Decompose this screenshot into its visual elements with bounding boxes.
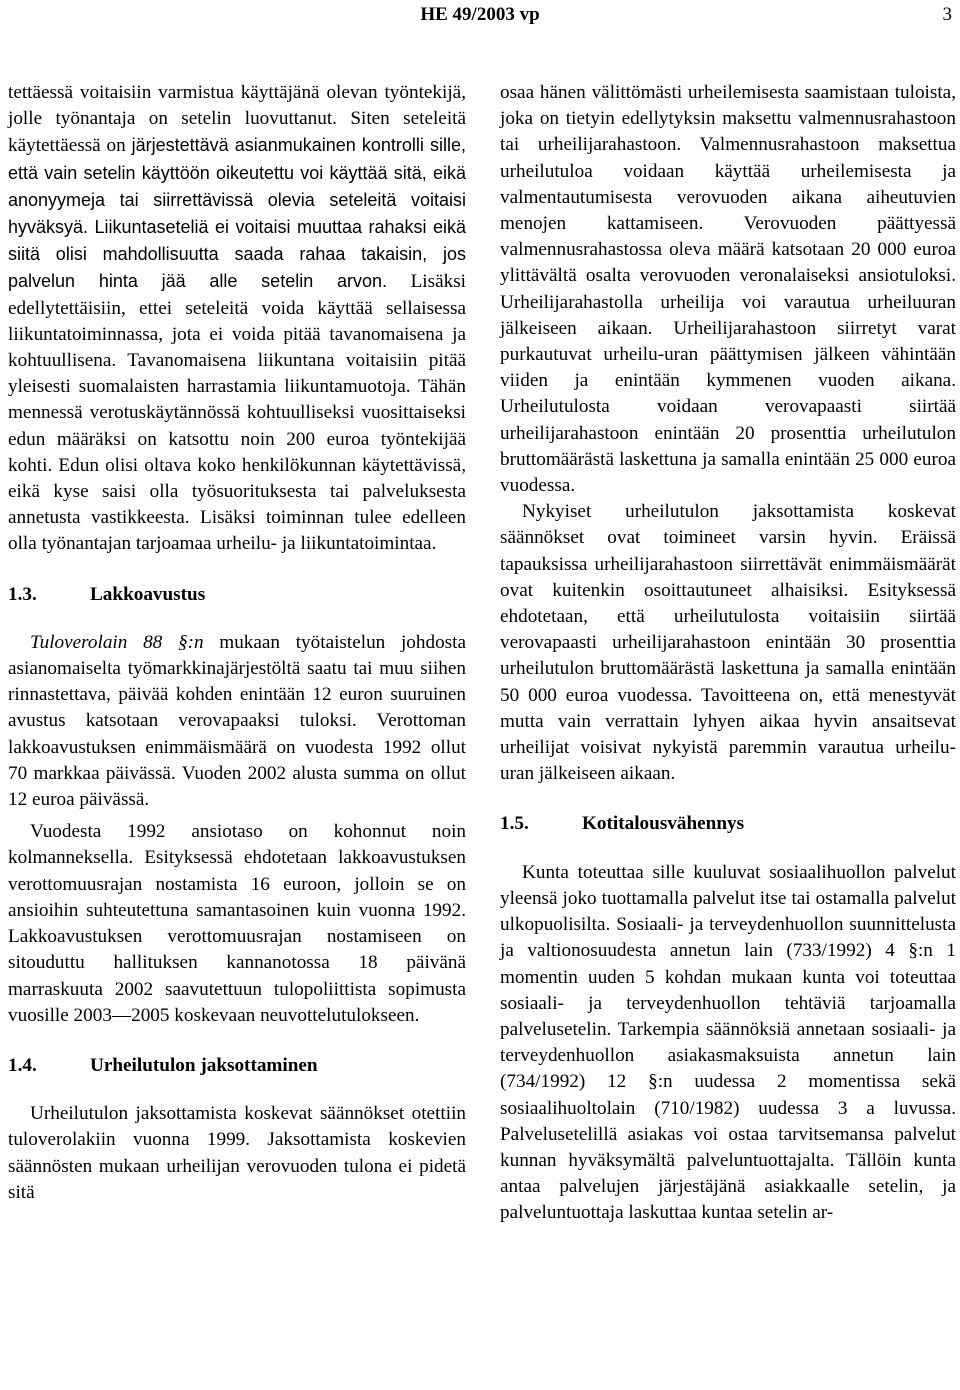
paragraph-sans-text: järjestettävä asianmukainen kontrolli sille, että vain setelin käyttöön oikeutettu voi käyttää sitä, eikä anonyymeja tai siirrettävissä olevia seteleitä voitaisi hyväksyä. Liikuntaseteliä ei voitaisi muuttaa rahaksi eikä siitä olisi mahdollisuutta saada rahaa takaisin, jos palvelun hinta jää alle setelin arvon.: [8, 135, 466, 292]
document-id: HE 49/2003 vp: [420, 4, 540, 25]
section-number: 1.4.: [8, 1054, 37, 1076]
section-heading-1-4: [8, 1053, 466, 1079]
paragraph-continued-text: Lisäksi edellytettäisiin, ettei seteleitä voida käyttää sellaisessa liikuntatoiminnassa, jota ei voida pitää tavanomaisena ja kohtuullisena. Tavanomaisena liikuntana voitaisiin pitää yleisesti suomalaisten harrastamia liikuntamuotoja. Tähän mennessä verotuskäytännössä kohtuulliseksi vuosittaiseksi edun määräksi on katsottu noin 200 euroa työntekijää kohti. Edun olisi oltava koko henkilökunnan käytettävissä, eikä kyse saisi olla työsuorituksesta tai palveluksesta annetusta vastikkeesta. Lisäksi toiminnan tulee edelleen olla työnantajan tarjoamaa urheilu- ja liikuntatoimintaa.: [8, 271, 467, 555]
paragraph: [8, 80, 466, 558]
section-heading-1-5: [500, 811, 956, 837]
left-column: [8, 80, 466, 1206]
paragraph: Nykyiset urheilutulon jaksottamista koskevat säännökset ovat toimineet varsin hyvin. Eräissä tapauksissa urheilijarahastoon siirrettävät enimmäismäärät ovat kuitenkin osoittautuneet alhaisiksi. Esityksessä ehdotetaan, että urheilutulosta voitaisiin siirtää verovapaasti urheilijarahastoon enintään 30 prosenttia urheilutulon bruttomäärästä laskettuna ja samalla enintään 50 000 euroa vuodessa. Tavoitteena on, että menestyvät mutta vain verrattain lyhyen aikaa hyvin ansaitsevat urheilijat voisivat nykyistä paremmin varautua urheilu-uran jälkeiseen aikaan.: [500, 501, 956, 785]
page-header: [0, 4, 960, 28]
law-reference: Tuloverolain 88 §:n: [30, 631, 204, 653]
section-title: Urheilutulon jaksottaminen: [90, 1054, 318, 1076]
paragraph-serif-text: tettäessä voitaisiin varmistua käyttäjänä olevan työntekijä, jolle työnantaja on setelin luovuttanut. Siten seteleitä käytettäessä on: [8, 82, 466, 157]
page-number: 3: [942, 4, 952, 25]
paragraph: Vuodesta 1992 ansiotaso on kohonnut noin kolmanneksella. Esityksessä ehdotetaan lakkoavustuksen verottomuusrajan nostamista 16 euroon, jolloin se on ansioihin suhteutettuna samantasoinen kuin vuonna 1992. Lakkoavustuksen verottomuusrajan nostamiseen on sitouduttu hallituksen kannanotossa 18 päivänä marraskuuta 2002 saavutettuun tulopoliittista sopimusta vuosille 2003—2005 koskevaan neuvottelutulokseen.: [8, 821, 466, 1026]
paragraph: Kunta toteuttaa sille kuuluvat sosiaalihuollon palvelut yleensä joko tuottamalla palvelut itse tai ostamalla palvelut ulkopuolisilta. Sosiaali- ja terveydenhuollon suunnittelusta ja valtionosuudesta annetun lain (733/1992) 4 §:n 1 momentin uuden 5 kohdan mukaan kunta voi toteuttaa sosiaali- ja terveydenhuollon tehtäviä tarjoamalla palvelusetelin. Tarkempia säännöksiä annetaan sosiaali- ja terveydenhuollon asiakasmaksuista annetun lain (734/1992) 12 §:n uudessa 2 momentissa sekä sosiaalihuoltolain (710/1982) uudessa 3 a luvussa. Palvelusetelillä asiakas voi ostaa tarvitsemansa palvelut kunnan hyväksymältä palveluntuottajalta. Tällöin kunta antaa palvelujen järjestäjänä asiakkaalle setelin, ja palveluntuottaja laskuttaa kuntaa setelin ar-: [500, 861, 956, 1224]
paragraph: Urheilutulon jaksottamista koskevat säännökset otettiin tuloverolakiin vuonna 1999. Jaksottamista koskevien säännösten mukaan urheilijan verovuoden tulona ei pidetä sitä: [8, 1103, 466, 1203]
right-column: [500, 80, 956, 1227]
section-title: Kotitalousvähennys: [582, 813, 745, 835]
section-title: Lakkoavustus: [90, 583, 206, 605]
paragraph: osaa hänen välittömästi urheilemisesta saamistaan tuloista, joka on tietyin edellytyksin maksettu valmennusrahastoon tai urheilijarahastoon. Valmennusrahastoon maksettua urheilutuloa voidaan käyttää urheilemisesta ja valmentautumisesta verovuoden aikana aiheutuvien menojen kattamiseen. Verovuoden päättyessä valmennusrahastossa oleva määrä katsotaan 20 000 euroa ylittävältä osalta verovuoden veronalaiseksi ansiotuloksi. Urheilijarahastolla urheilija voi varautua urheiluuran jälkeiseen aikaan. Urheilijarahastoon siirretyt varat purkautuvat urheilu-uran päättymisen jälkeen vähintään viiden ja enintään kymmenen vuoden aikana. Urheilutulosta voidaan verovapaasti siirtää urheilijarahastoon enintään 20 prosenttia urheilutulon bruttomäärästä laskettuna ja samalla enintään 25 000 euroa vuodessa.: [500, 82, 956, 497]
section-number: 1.3.: [8, 583, 37, 605]
section-heading-1-3: [8, 582, 466, 608]
section-number: 1.5.: [500, 813, 529, 835]
paragraph: [8, 630, 466, 813]
paragraph-text: mukaan työtaistelun johdosta asianomaiselta työmarkkinajärjestöltä saatu tai muu siihen rinnastettava, päivää kohden enintään 12 euron suuruinen avustus katsotaan verovapaaksi tuloksi. Verottoman lakkoavustuksen enimmäismäärä on vuodesta 1992 ollut 70 markkaa päivässä. Vuoden 2002 alusta summa on ollut 12 euroa päivässä.: [8, 631, 466, 811]
